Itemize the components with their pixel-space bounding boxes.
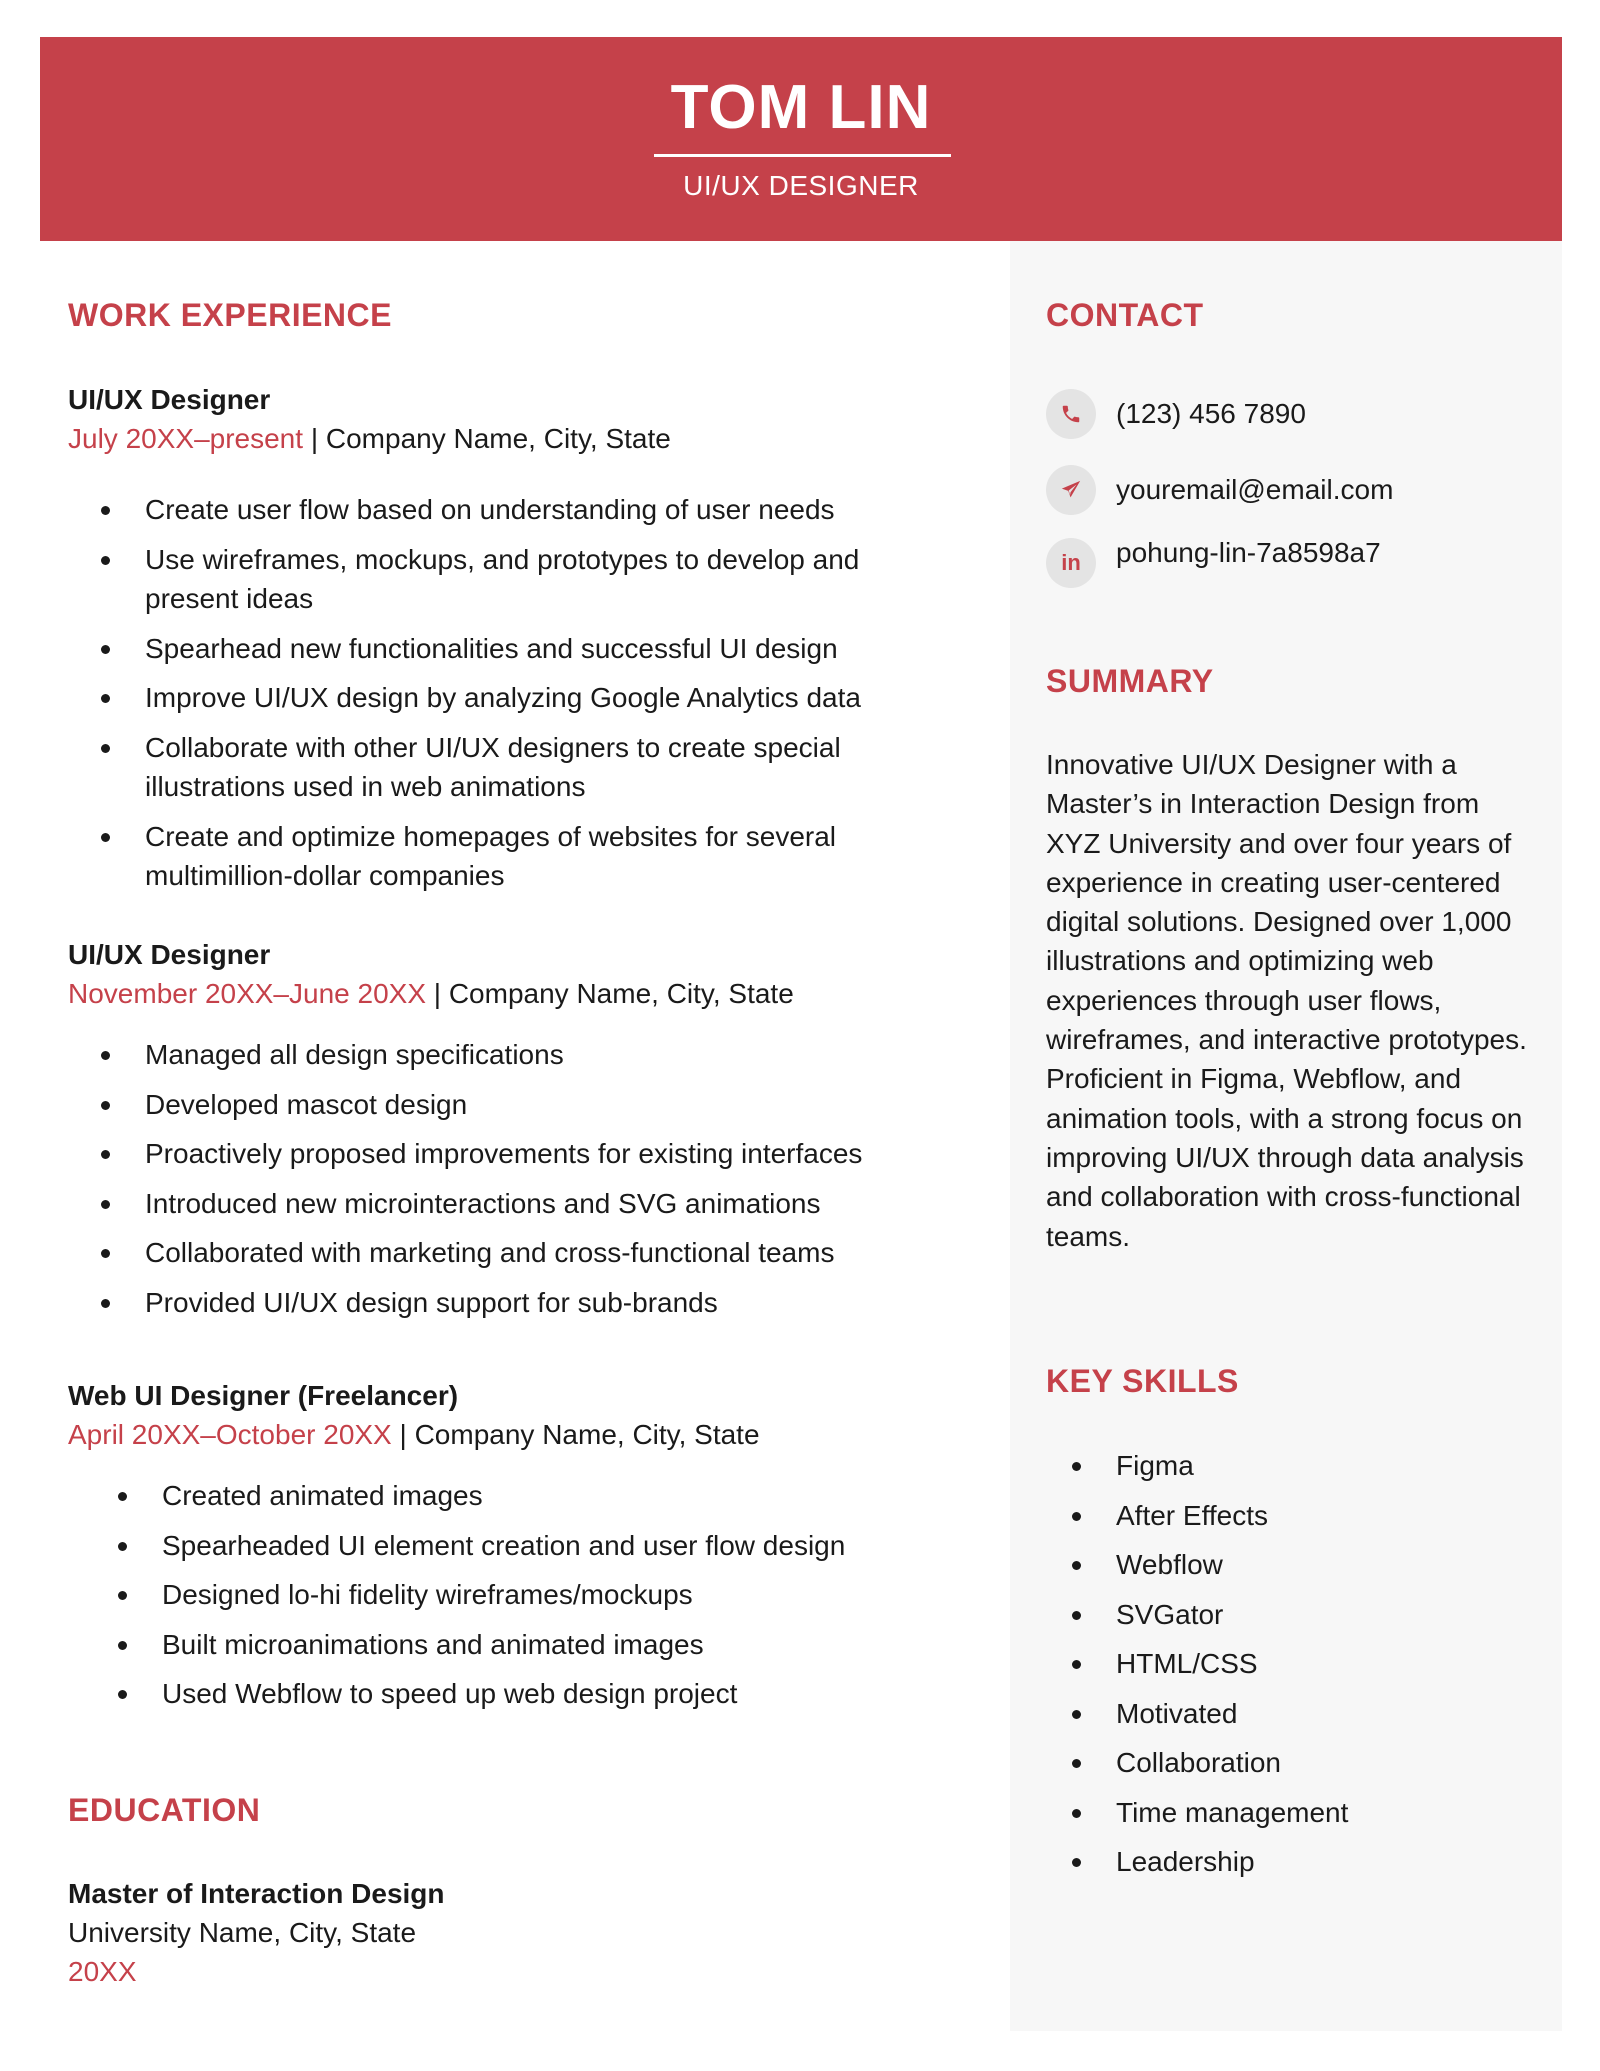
list-item: Proactively proposed improvements for existing interfaces [145,1134,965,1174]
job-2-title: UI/UX Designer [68,939,271,970]
job-3-meta [68,1418,760,1452]
list-item: Provided UI/UX design support for sub-brands [145,1283,965,1323]
contact-phone: (123) 456 7890 [1116,398,1306,429]
job-3-bullets [162,1476,962,1714]
list-item: Managed all design specifications [145,1035,965,1075]
job-2-meta [68,977,794,1011]
job-2-bullets [145,1035,965,1322]
education-degree: Master of Interaction Design [68,1878,445,1909]
contact-linkedin[interactable]: pohung-lin-7a8598a7 [1116,537,1381,568]
paper-plane-icon [1046,465,1096,515]
list-item: Leadership [1116,1842,1516,1882]
job-3-dates: April 20XX–October 20XX [68,1419,392,1450]
list-item: After Effects [1116,1496,1516,1536]
job-1-company: | Company Name, City, State [303,423,671,454]
list-item: Create user flow based on understanding of user needs [145,490,925,530]
skills-list [1116,1446,1516,1882]
contact-heading: CONTACT [1046,297,1204,333]
job-1-bullets [145,490,925,896]
job-3-title: Web UI Designer (Freelancer) [68,1380,459,1411]
list-item: Spearhead new functionalities and successful UI design [145,629,925,669]
list-item: Create and optimize homepages of websites for several multimillion-dollar companies [145,817,925,896]
job-2-dates: November 20XX–June 20XX [68,978,426,1009]
list-item: Figma [1116,1446,1516,1486]
job-1-meta [68,422,671,456]
list-item: HTML/CSS [1116,1644,1516,1684]
contact-email-row [1046,465,1393,515]
list-item: Developed mascot design [145,1085,965,1125]
job-3-company: | Company Name, City, State [391,1419,760,1450]
list-item: Collaboration [1116,1743,1516,1783]
summary-heading: SUMMARY [1046,663,1214,699]
key-skills-heading: KEY SKILLS [1046,1363,1239,1399]
education-school: University Name, City, State [68,1917,417,1948]
resume-header [40,37,1562,241]
list-item: Introduced new microinteractions and SVG animations [145,1184,965,1224]
list-item: Improve UI/UX design by analyzing Google Analytics data [145,678,925,718]
contact-email[interactable]: youremail@email.com [1116,474,1394,505]
list-item: Spearheaded UI element creation and user flow design [162,1526,962,1566]
phone-icon [1046,389,1096,439]
list-item: SVGator [1116,1595,1516,1635]
list-item: Created animated images [162,1476,962,1516]
list-item: Collaborated with marketing and cross-functional teams [145,1233,965,1273]
contact-phone-row [1046,389,1306,439]
job-1-title: UI/UX Designer [68,384,271,415]
list-item: Used Webflow to speed up web design project [162,1674,962,1714]
contact-linkedin-row [1046,538,1381,588]
summary-text: Innovative UI/UX Designer with a Master’s in Interaction Design from XYZ University and over four years of experience in creating user-centered digital solutions. Designed over 1,000 illustrations and optimizing web experiences through user flows, wireframes, and interactive prototypes. Proficient in Figma, Webflow, and animation tools, with a strong focus on improving UI/UX through data analysis and collaboration with cross-functional teams. [1046,749,1527,1252]
candidate-name: TOM LIN [670,73,932,142]
job-2-company: | Company Name, City, State [426,978,794,1009]
list-item: Built microanimations and animated images [162,1625,962,1665]
header-divider [654,154,951,157]
education-heading: EDUCATION [68,1792,261,1828]
work-experience-heading: WORK EXPERIENCE [68,297,392,333]
list-item: Use wireframes, mockups, and prototypes to develop and present ideas [145,540,925,619]
list-item: Motivated [1116,1694,1516,1734]
job-1-dates: July 20XX–present [68,423,304,454]
candidate-role: UI/UX DESIGNER [683,170,919,201]
list-item: Time management [1116,1793,1516,1833]
linkedin-icon: in [1046,538,1096,588]
list-item: Collaborate with other UI/UX designers to create special illustrations used in web animations [145,728,925,807]
education-year: 20XX [68,1956,137,1987]
list-item: Designed lo-hi fidelity wireframes/mockups [162,1575,962,1615]
list-item: Webflow [1116,1545,1516,1585]
